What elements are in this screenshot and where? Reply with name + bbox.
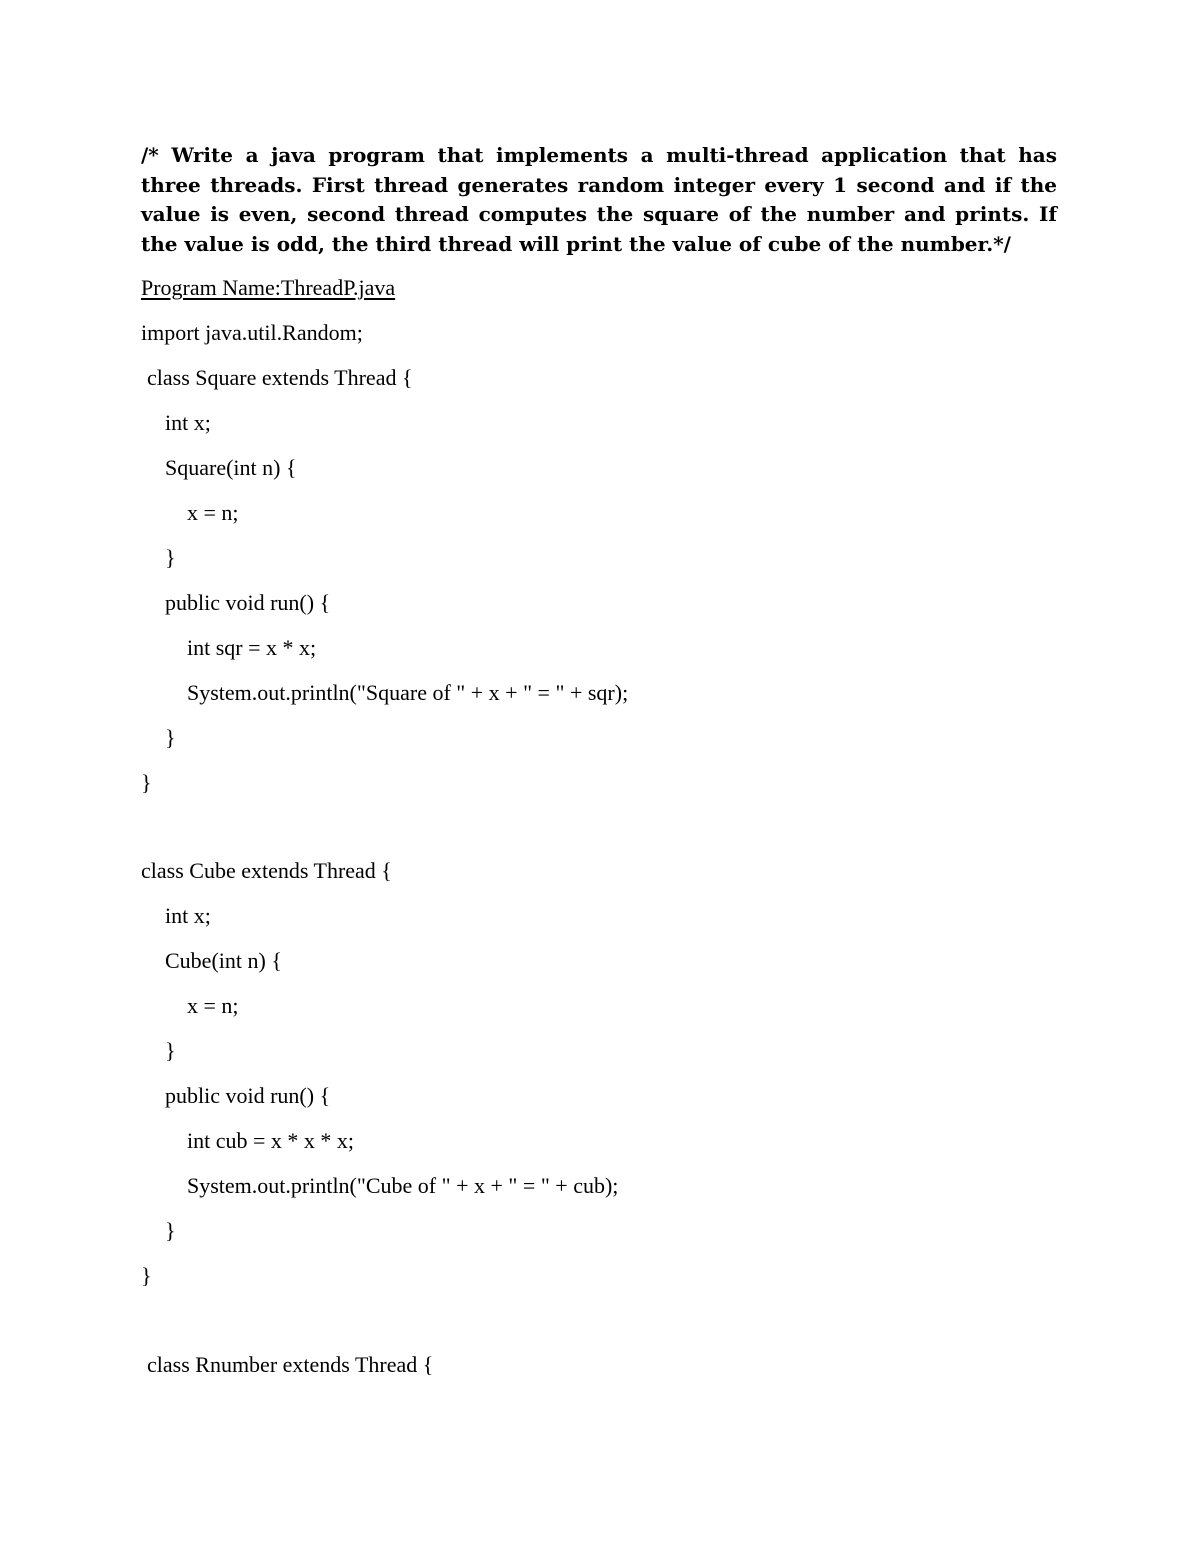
code-line: } <box>141 770 152 795</box>
code-line: } <box>165 1218 176 1243</box>
code-line: public void run() { <box>165 1083 331 1108</box>
code-line: x = n; <box>187 993 239 1018</box>
code-line: class Rnumber extends Thread { <box>147 1352 434 1377</box>
code-line: x = n; <box>187 500 239 525</box>
code-line: int cub = x * x * x; <box>187 1128 355 1153</box>
code-line: } <box>141 1263 152 1288</box>
code-line: import java.util.Random; <box>141 320 363 345</box>
assignment-prompt: /* Write a java program that implements a multi-thread application that has three threads. First thread generates random integer every 1 second and if the value is even, second thread computes the square of the number and prints. If the value is odd, the third thread will print the value of cube of the number.*/ <box>141 143 1057 256</box>
program-name-label: Program Name:ThreadP.java <box>141 275 396 300</box>
code-line: } <box>165 725 176 750</box>
code-line: int x; <box>165 410 211 435</box>
code-line: class Square extends Thread { <box>147 365 413 390</box>
code-line: } <box>165 545 176 570</box>
code-line: Square(int n) { <box>165 455 297 480</box>
code-line: int x; <box>165 903 211 928</box>
code-line: System.out.println("Square of " + x + " = " + sqr); <box>187 680 629 705</box>
code-line: class Cube extends Thread { <box>141 858 392 883</box>
code-line: } <box>165 1038 176 1063</box>
code-line: public void run() { <box>165 590 331 615</box>
code-line: Cube(int n) { <box>165 948 282 973</box>
code-line: System.out.println("Cube of " + x + " = " + cub); <box>187 1173 619 1198</box>
code-line: int sqr = x * x; <box>187 635 317 660</box>
